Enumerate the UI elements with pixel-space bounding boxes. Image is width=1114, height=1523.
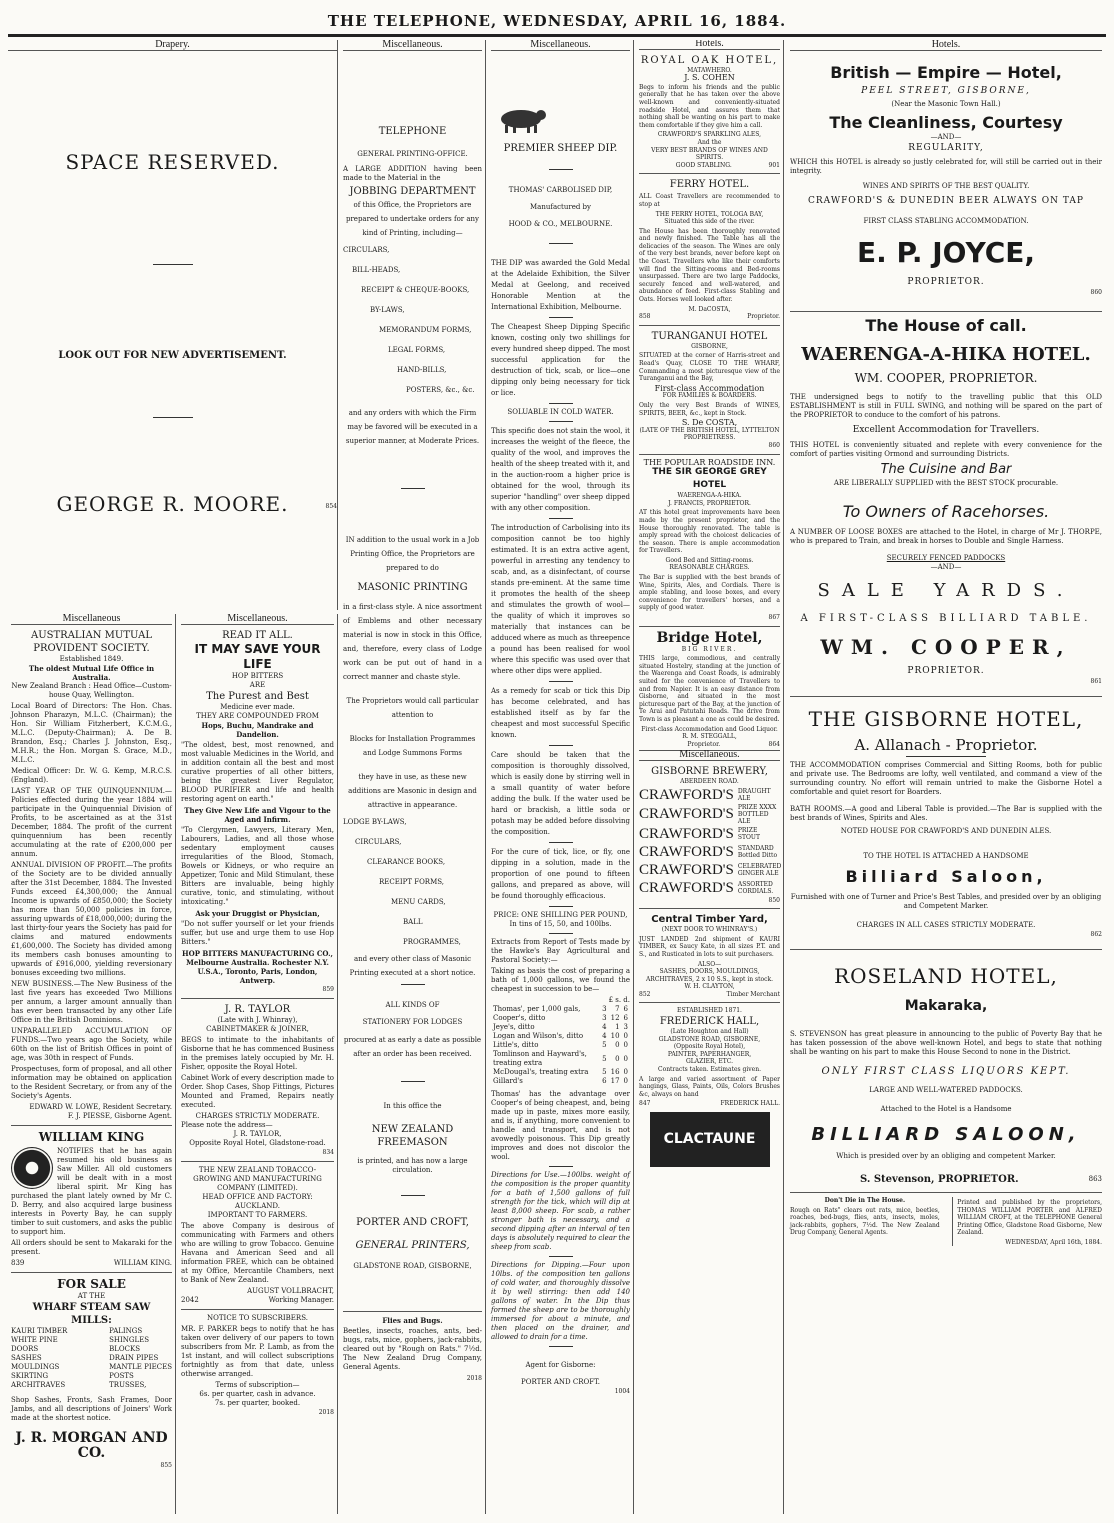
table-cell: 4 (602, 1023, 607, 1031)
crawford-row (639, 786, 780, 804)
crawford-product (738, 788, 771, 802)
table-cell: 0 (623, 1077, 628, 1085)
product-line: Bottled Ditto (737, 851, 778, 859)
masthead-title: THE TELEPHONE, WEDNESDAY, APRIL 16, 1884. (327, 12, 787, 30)
product-line: BOTTLED ALE (737, 810, 769, 825)
lodge-item: MENU CARDS, (391, 898, 446, 906)
table-row (491, 1077, 630, 1086)
printing-item: POSTERS, &c., &c. (406, 386, 475, 394)
masthead-rule (8, 34, 1106, 37)
table-cell: 5 (602, 1041, 607, 1049)
lodge-item: CLEARANCE BOOKS, (367, 858, 446, 866)
product-line: ALE (737, 794, 751, 802)
timber-item: TRUSSES, (109, 1381, 147, 1389)
product-line: GINGER ALE (737, 869, 779, 877)
printing-item: CIRCULARS, (343, 246, 390, 254)
table-row (491, 1050, 630, 1068)
product-line: DRAUGHT (737, 787, 771, 795)
table-row (491, 1005, 630, 1014)
dip-cost-table (491, 1005, 630, 1086)
table-cell: 1 (615, 1023, 620, 1031)
table-cell: 6 (623, 1014, 628, 1022)
ram-icon (491, 105, 551, 133)
table-row (491, 1032, 630, 1041)
printing-item: LEGAL FORMS, (388, 346, 446, 354)
crawford-word: CRAWFORD'S (639, 843, 734, 860)
table-cell: Gillard's (493, 1077, 523, 1085)
crawford-product (738, 804, 780, 825)
crawford-product (738, 845, 777, 859)
crawford-row (639, 804, 780, 825)
table-cell: 0 (615, 1054, 620, 1063)
crawford-word: CRAWFORD'S (639, 806, 734, 823)
table-cell: McDougal's, treating extra (493, 1068, 589, 1076)
look-out-notice: LOOK OUT FOR NEW ADVERTISEMENT. (58, 350, 287, 361)
table-cell: 4 (602, 1032, 607, 1040)
product-line: PRIZE STOUT (737, 826, 760, 841)
timber-list (11, 1327, 172, 1390)
printing-item: BILL-HEADS, (352, 266, 401, 274)
table-cell: Jeye's, ditto (493, 1023, 535, 1031)
lodge-item: RECEIPT FORMS, (379, 878, 445, 886)
george-moore: GEORGE R. MOORE. (56, 492, 289, 516)
table-cell: 17 (610, 1077, 620, 1085)
table-row (491, 1041, 630, 1050)
table-cell: 6 (623, 1005, 628, 1013)
table-cell: Thomas', per 1,000 gals, (493, 1005, 581, 1013)
sheep-dip-column: Miscellaneous. PREMIER SHEEP DIP. THOMAS' CARBOLISED DIP, Manufactured by HOOD & CO., MELBOURNE. THE DIP was awarded the Gold Medal at the Adelaide Exhibition, the Silver Medal at Geelong, and received Honorable Mention at the International Exhibition, Melbourne. The Cheapest Sheep Dipping Specific known, costing only two shillings for every hundred sheep dipped. The most successful application for the destruction of tick, scab, or lice—one dipping only being necessary for tick or lice. SOLUABLE IN COLD WATER. This specific does not stain the wool, it increases the weight of the fleece, the quality of the wool, and improves the health of the sheep treated with it, and in the auction-room a higher price is obtained for the wool, through its superior "handling" over sheep dipped with any other composition. The introduction of Carbolising into its composition cannot be too highly estimated. It is an extra active agent, powerful in arresting any tendency to scab, and, as a disinfectant, of course stands pre-eminent. At the same time it promotes the health of the sheep and stimulates the growth of wool—the quality of which it improves so materially that instances can be adduced where as much as threepence a pound has been realised for wool where this specific was used over that where other dips were applied. As a remedy for scab or tick this Dip has become celebrated, and has established itself as by far the cheapest and most successful Specific known. Care should be taken that the composition is thoroughly dissolved, which is easily done by stirring well in a small quantity of water before adding the bulk. If the water used be hard or brackish, a little soda or potash may be added before dissolving the composition. For the cure of tick, lice, or fly, one dipping in a solution, made in the proportion of one pound to fifteen gallons, and prepared as above, will be found thoroughly efficacious. PRICE: ONE SHILLING PER POUND, In tins of 15, 50, and 100lbs. Extracts from Report of Tests made by the Hawke's Bay Agricultural and Pastoral Society:— Taking as basis the cost of preparing a bath of 1,000 gallons, we found the cheapest in succession to be— £ s. d. Thomas', per 1,000 gals, 3 7 6 Cooper's, ditto 3 12 6 Jeye's, ditto 4 1 3 Logan and Wilson's, ditto 4 10 0 Little's, ditto 5 0 0 Tomlinson and Hayward's, treating extra 5 0 0 McDougal's, treating extra 5 16 0 Gillard's 6 17 0 Thomas' has the advantage over Cooper's of being cheapest, and, being made up in paste, mixes more easily, and is, if anything, more convenient to handle and transport, and is not avowedly poisonous. This Dip greatly improves and does not discolor the wool. Directions for Use.—100lbs. weight of the composition is the proper quantity for a bath of 1,500 gallons of full strength for the tick, which will dip at least 8,000 sheep. For scab, a rather stronger bath is necessary, and a second dipping after an interval of ten days is absolutely required to clear the sheep from scab. Directions for Dipping.—Four upon 10lbs. of the composition ten gallons of cold water, and thoroughly dissolve it by well stirring: then add 140 gallons of water. In the Dip thus formed the sheep are to be thoroughly immersed for about a minute, and then placed on the drainer, and allowed to drain for a time. Agent for Gisborne: PORTER AND CROFT. 1004 (488, 40, 634, 1514)
clactaune-badge: CLACTAUNE (650, 1112, 770, 1167)
timber-item: PALINGS (109, 1327, 143, 1335)
drapery-header: Drapery. (8, 40, 337, 51)
printing-item: BY-LAWS, (370, 306, 405, 314)
crawford-word: CRAWFORD'S (639, 879, 734, 896)
printing-item: MEMORANDUM FORMS, (379, 326, 472, 334)
product-line: PRIZE XXXX (737, 803, 777, 811)
crawford-list (639, 786, 780, 897)
crawford-row (639, 861, 780, 879)
table-cell: 16 (610, 1068, 620, 1076)
timber-item: SKIRTING (11, 1372, 49, 1380)
roseland-hotel-title: ROSELAND HOTEL, (834, 964, 1058, 988)
drapery-column: Drapery. SPACE RESERVED. LOOK OUT FOR NEW ADVERTISEMENT. GEORGE R. MOORE. 854 (8, 40, 338, 610)
printing-column: Miscellaneous. TELEPHONE GENERAL PRINTING-OFFICE. A LARGE ADDITION having been made to the Material in the JOBBING DEPARTMENT of this Office, the Proprietors are prepared to undertake orders for any kind of Printing, including— CIRCULARS, BILL-HEADS, RECEIPT & CHEQUE-BOOKS, BY-LAWS, MEMORANDUM FORMS, LEGAL FORMS, HAND-BILLS, POSTERS, &c., &c. and any orders with which the Firm may be favored will be executed in a superior manner, at Moderate Prices. IN addition to the usual work in a Job Printing Office, the Proprietors are prepared to do MASONIC PRINTING in a first-class style. A nice assortment of Emblems and other necessary material is now in stock in this Office, and, therefore, every class of Lodge work can be put out of hand in a correct manner and chaste style. The Proprietors would call particular attention to Blocks for Installation Programmes and Lodge Summons Forms they have in use, as these new additions are Masonic in design and attractive in appearance. LODGE BY-LAWS, CIRCULARS, CLEARANCE BOOKS, RECEIPT FORMS, MENU CARDS, BALL PROGRAMMES, and every other class of Masonic Printing executed at a short notice. ALL KINDS OF STATIONERY FOR LODGES procured at as early a date as possible after an order has been received. In this office the NEW ZEALAND FREEMASON is printed, and has now a large circulation. PORTER AND CROFT, GENERAL PRINTERS, GLADSTONE ROAD, GISBORNE, Flies and Bugs. Beetles, insects, roaches, ants, bed-bugs, rats, mice, gophers, jack-rabbits, cleared out by "Rough on Rats." 7½d. The New Zealand Drug Company, General Agents. 2018 (340, 40, 486, 1514)
timber-item: MOULDINGS (11, 1363, 60, 1371)
crawford-row (639, 825, 780, 843)
lodge-item: BALL PROGRAMMES, (403, 918, 461, 946)
crawford-product (738, 827, 780, 841)
lodge-item: LODGE BY-LAWS, (343, 818, 407, 826)
misc-header-1: Miscellaneous (11, 614, 172, 625)
table-cell: 6 (602, 1077, 607, 1085)
saw-blade-icon (11, 1147, 53, 1189)
crawford-word: CRAWFORD'S (639, 825, 734, 842)
save-your-life: IT MAY SAVE YOUR LIFE (194, 642, 321, 671)
table-cell: Cooper's, ditto (493, 1014, 546, 1022)
lodge-items (343, 812, 482, 952)
table-cell: Tomlinson and Hayward's, treating extra (493, 1050, 587, 1067)
timber-item: WHITE PINE (11, 1336, 58, 1344)
crawford-row (639, 879, 780, 897)
table-cell: 7 (615, 1005, 620, 1013)
timber-item: KAURI TIMBER (11, 1327, 68, 1335)
space-reserved: SPACE RESERVED. (65, 150, 280, 174)
timber-item: MANTLE PIECES (109, 1363, 172, 1371)
product-line: STANDARD (737, 844, 774, 852)
hotels-column-1: Hotels. ROYAL OAK HOTEL, MATAWHERO. J. S. COHEN Begs to inform his friends and the public generally that he has taken over the above well-known and conveniently-situated roadside Hotel, and assures them that nothing shall be wanting on his part to make them comfortable if they give him a call. CRAWFORD'S SPARKLING ALES, And the VERY BEST BRANDS OF WINES AND SPIRITS. GOOD STABLING. 901 FERRY HOTEL. ALL Coast Travellers are recommended to stop at THE FERRY HOTEL, TOLOGA BAY, Situated this side of the river. The House has been thoroughly renovated and newly finished. The Table has all the delicacies of the season. The Wines are only of the very best brands, never before kept on the Coast. Travellers who like their comforts will find the Sitting-rooms and Bed-rooms unsurpassed. There are two large Paddocks, securely fenced and well-watered, and abundance of feed. First-class Stabling and Oats. Horses well looked after. M. DaCOSTA, 858 Proprietor. TURANGANUI HOTEL GISBORNE, SITUATED at the corner of Harris-street and Read's Quay, CLOSE TO THE WHARF, Commanding a most picturesque view of the Turanganui and the Bay, First-class Accommodation FOR FAMILIES & BOARDERS. Only the very Best Brands of WINES, SPIRITS, BEER, &c., kept in Stock. S. De COSTA, (LATE OF THE BRITISH HOTEL, LYTTELTON PROPRIETRESS. 860 THE POPULAR ROADSIDE INN. THE SIR GEORGE GREY HOTEL WAERENGA-A-HIKA. J. FRANCIS, PROPRIETOR. AT this hotel great improvements have been made by the present proprietor, and the House thoroughly renovated. The table is amply spread with the choicest delicacies of the season. There is ample accommodation for Travellers. Good Bed and Sitting-rooms. REASONABLE CHARGES. The Bar is supplied with the best brands of Wine, Spirits, Ales, and Cordials. There is ample stabling, and loose boxes, and every convenience for travellers' horses, and a supply of good water. 867 Bridge Hotel, BIG RIVER. THIS large, commodious, and centrally situated Hostelry, standing at the junction of the Waerenga and Coast Roads, is admirably suited for the convenience of Travellers to and from Napier. It is an easy distance from Gisborne, and situated in the most picturesque part of the Bay, at the junction of Te Arai and Patutahi Roads. The drive from Town is as pleasant a one as could be desired. First-class Accommodation and Good Liquor. R. M. STEGGALL, Proprietor. 864 Miscellaneous. GISBORNE BREWERY, ABERDEEN ROAD. CRAWFORD'S DRAUGHT ALE CRAWFORD'S PRIZE XXXX BOTTLED ALE CRAWFORD'S PRIZE STOUT CRAWFORD'S STANDARD Bottled Ditto CRAWFORD'S CELEBRATED GINGER ALE CRAWFORD'S ASSORTED CORDIALS. 850 Central Timber Yard, (NEXT DOOR TO WHINRAY'S.) JUST LANDED 2nd shipment of KAURI TIMBER, ex Saucy Kate, in all sizes P.T. and S., and Rusticated in lots to suit purchasers. ALSO— SASHES, DOORS, MOULDINGS, ARCHITRAVES, 2 x 10 S.S., kept in stock. W. H. CLAYTON, 852 Timber Merchant ESTABLISHED 1871. FREDERICK HALL, (Late Houghton and Hall) GLADSTONE ROAD, GISBORNE, (Opposite Royal Hotel), PAINTER, PAPERHANGER, GLAZIER, ETC. Contracts taken. Estimates given. A large and varied assortment of Paper hangings, Glass, Paints, Oils, Colors Brushes &c, always on hand 847 FREDERICK HALL. CLACTAUNE (636, 40, 784, 1514)
product-line: ASSORTED (737, 880, 773, 888)
amp-column: Miscellaneous AUSTRALIAN MUTUAL PROVIDENT SOCIETY. Established 1849. The oldest Mutual Life Office in Australia. New Zealand Branch : Head Office—Custom-house Quay, Wellington. Local Board of Directors: The Hon. Chas. Johnson Pharazyn, M.L.C. (Chairman); the Hon. Sir William Fitzherbert, K.C.M.G., M.L.C. (Deputy-Chairman); A. De B. Brandon, Esq.; Charles J. Johnston, Esq., M.H.R.; the Hon. Morgan S. Grace, M.D., M.L.C. Medical Officer: Dr. W. G. Kemp, M.R.C.S. (England). LAST YEAR OF THE QUINQUENNIUM.—Policies effected during the year 1884 will participate in the Quinquennial Division of Profits, to be ascertained as at the 31st December, 1884. The profit of the current quinquennium has been recently accumulating at the rate of £200,000 per annum. ANNUAL DIVISION OF PROFIT.—The profits of the Society are to be divided annually after the 31st December, 1884. The Invested Funds exceed £4,300,000; the Annual Income is upwards of £850,000; the Society has more than 50,000 policies in force, assuring upwards of £18,000,000; during the last thirty-four years the Society has paid for claims and matured endowments £1,600,000. The Society has divided among its members cash bonuses amounting to upwards of £916,000, yielding reversionary bonuses exceeding two millions. NEW BUSINESS.—The New Business of the last five years has exceeded Two Millions per annum, a larger amount annually than has ever been transacted by any other Life Office in the British Dominions. UNPARALLELED ACCUMULATION OF FUNDS.—Two years ago the Society, while 60th on the list of British Offices in point of age, was 30th in respect of Funds. Prospectuses, form of proposal, and all other information may be obtained on application to the Resident Secretary, or from any of the Society's Agents. EDWARD W. LOWE, Resident Secretary. F. J. PIESSE, Gisborne Agent. WILLIAM KING NOTIFIES that he has again resumed his old business as Saw Miller. All old customers will be dealt with in a most liberal spirit. Mr King has purchased the plant lately owned by Mr C. D. Berry, and also acquired large business interests in Poverty Bay, he can supply timber to suit customers, and asks the public to support him. All orders should be sent to Makaraki for the present. 839 WILLIAM KING. FOR SALE AT THE WHARF STEAM SAW MILLS: KAURI TIMBER WHITE PINE DOORS SASHES MOULDINGS SKIRTING ARCHITRAVES PALINGS SHINGLES BLOCKS DRAIN PIPES MANTLE PIECES POSTS TRUSSES, Shop Sashes, Fronts, Sash Frames, Door Jambs, and all descriptions of Joiners' Work made at the shortest notice. J. R. MORGAN AND CO. 855 (8, 614, 176, 1514)
printing-item: RECEIPT & CHEQUE-BOOKS, (361, 286, 470, 294)
table-row (491, 1023, 630, 1032)
timber-item: SHINGLES (109, 1336, 150, 1344)
table-cell: 3 (623, 1023, 628, 1031)
table-cell: 3 (602, 1014, 607, 1022)
hop-bitters-column: Miscellaneous. READ IT ALL. IT MAY SAVE YOUR LIFE HOP BITTERS ARE The Purest and Best Medicine ever made. THEY ARE COMPOUNDED FROM Hops, Buchu, Mandrake and Dandelion. "The oldest, best, most renowned, and most valuable Medicines in the World, and in addition contain all the best and most curative properties of all other bitters, being the greatest Liver Regulator, BLOOD PURIFIER and life and health restoring agent on earth." They Give New Life and Vigour to the Aged and Infirm. "To Clergymen, Lawyers, Literary Men, Labourers, Ladies, and all those whose sedentary employment causes irregularities of the Blood, Stomach, Bowels or Kidneys, or who require an Appetizer, Tonic and Mild Stimulant, these Bitters are invaluable, being highly curative, tonic, and stimulating, without intoxicating." Ask your Druggist or Physician, "Do not suffer yourself or let your friends suffer, but use and urge them to use Hop Bitters." HOP BITTERS MANUFACTURING CO., Melbourne Australia. Rochester N.Y. U.S.A., Toronto, Paris, London, Antwerp. 859 J. R. TAYLOR (Late with J. Whinray), CABINETMAKER & JOINER, BEGS to intimate to the inhabitants of Gisborne that he has commenced Business in the premises lately occupied by Mr. H. Fisher, opposite the Royal Hotel. Cabinet Work of every description made to Order. Shop Cases, Shop Fittings, Pictures Mounted and Framed, Repairs neatly executed. CHARGES STRICTLY MODERATE. Please note the address— J. R. TAYLOR, Opposite Royal Hotel, Gladstone-road. 834 THE NEW ZEALAND TOBACCO-GROWING AND MANUFACTURING COMPANY (LIMITED). HEAD OFFICE AND FACTORY: AUCKLAND. IMPORTANT TO FARMERS. The above Company is desirous of communicating with Farmers and others who are willing to grow Tobacco. Genuine Havana and American Seed and all information FREE, which can be obtained at my Office, Mercantile Chambers, next to Bank of New Zealand. AUGUST VOLLBRACHT, 2042 Working Manager. NOTICE TO SUBSCRIBERS. MR. F. PARKER begs to notify that he has taken over delivery of our papers to town subscribers from Mr. P. Lamb, as from the 1st instant, and will collect subscriptions fortnightly as from that date, unless otherwise arranged. Terms of subscription— 6s. per quarter, cash in advance. 7s. per quarter, booked. 2018 (178, 614, 338, 1514)
table-row (491, 1014, 630, 1023)
amp-title: AUSTRALIAN MUTUAL PROVIDENT SOCIETY. (31, 630, 152, 654)
waerenga-title: WAERENGA-A-HIKA HOTEL. (801, 344, 1091, 365)
printing-items (343, 240, 482, 400)
crawford-word: CRAWFORD'S (639, 861, 734, 878)
table-cell: 0 (623, 1054, 628, 1063)
table-cell: 0 (623, 1041, 628, 1049)
table-cell: 12 (610, 1014, 620, 1022)
gisborne-hotel-title: THE GISBORNE HOTEL, (808, 707, 1084, 731)
william-king-title: WILLIAM KING (38, 1130, 145, 1144)
table-cell: 5 (602, 1054, 607, 1063)
product-line: CELEBRATED (737, 862, 782, 870)
british-empire-title: British — Empire — Hotel, (830, 63, 1062, 82)
table-cell: 10 (610, 1032, 620, 1040)
table-cell: Logan and Wilson's, ditto (493, 1032, 584, 1040)
crawford-product (738, 881, 773, 895)
for-sale-title: FOR SALE (57, 1277, 126, 1291)
morgan-title: J. R. MORGAN AND CO. (15, 1430, 168, 1461)
timber-item: ARCHITRAVES (11, 1381, 66, 1389)
printing-item: HAND-BILLS, (397, 366, 447, 374)
lodge-item: CIRCULARS, (355, 838, 402, 846)
product-line: CORDIALS. (737, 887, 774, 895)
table-cell: 5 (602, 1068, 607, 1076)
timber-item: BLOCKS (109, 1345, 141, 1353)
timber-item: POSTS (109, 1372, 134, 1380)
timber-item: SASHES (11, 1354, 42, 1362)
table-cell: 0 (615, 1041, 620, 1049)
table-cell: 3 (602, 1005, 607, 1013)
timber-item: DRAIN PIPES (109, 1354, 159, 1362)
table-cell: 0 (623, 1032, 628, 1040)
timber-item: DOORS (11, 1345, 39, 1353)
hotels-column-2: Hotels. British — Empire — Hotel, PEEL STREET, GISBORNE, (Near the Masonic Town Hall.) The Cleanliness, Courtesy —AND— REGULARITY, WHICH this HOTEL is already so justly celebrated for, will still be carried out in their integrity. WINES AND SPIRITS OF THE BEST QUALITY. CRAWFORD'S & DUNEDIN BEER ALWAYS ON TAP FIRST CLASS STABLING ACCOMMODATION. E. P. JOYCE, PROPRIETOR. 860 The House of call. WAERENGA-A-HIKA HOTEL. WM. COOPER, PROPRIETOR. THE undersigned begs to notify to the travelling public that this OLD ESTABLISHMENT is still in FULL SWING, and nothing will be spared on the part of the PROPRIETOR to conduce to the comfort of his patrons. Excellent Accommodation for Travellers. THIS HOTEL is conveniently situated and replete with every convenience for the comfort of parties visiting Ormond and surrounding Districts. The Cuisine and Bar ARE LIBERALLY SUPPLIED with the BEST STOCK procurable. To Owners of Racehorses. A NUMBER OF LOOSE BOXES are attached to the Hotel, in charge of Mr J. THORPE, who is prepared to Train, and break in horses to Double and Single Harness. SECURELY FENCED PADDOCKS —AND— SALE YARDS. A FIRST-CLASS BILLIARD TABLE. WM. COOPER, PROPRIETOR. 861 THE GISBORNE HOTEL, A. Allanach - Proprietor. THE ACCOMMODATION comprises Commercial and Sitting Rooms, both for public and private use. The Bedrooms are lofty, well ventilated, and command a view of the surrounding country. No effort will remain untried to make the Gisborne Hotel a comfortable and quiet resort for Boarders. BATH ROOMS.—A good and Liberal Table is provided.—The Bar is supplied with the best brands of Wines, Spirits and Ales. NOTED HOUSE FOR CRAWFORD'S AND DUNEDIN ALES. TO THE HOTEL IS ATTACHED A HANDSOME Billiard Saloon, Furnished with one of Turner and Price's Best Tables, and presided over by an obliging and Competent Marker. CHARGES IN ALL CASES STRICTLY MODERATE. 862 ROSELAND HOTEL, Makaraka, S. STEVENSON has great pleasure in announcing to the public of Poverty Bay that he has taken possession of the above well-known Hotel, and begs to state that nothing shall be wanting on his part to make this House Second to none in the District. ONLY FIRST CLASS LIQUORS KEPT. LARGE AND WELL-WATERED PADDOCKS. Attached to the Hotel is a Handsome BILLIARD SALOON, Which is presided over by an obliging and competent Marker. S. Stevenson, PROPRIETOR. 863 Don't Die in The House. Rough on Rats" clears out rats, mice, beetles, roaches, bed-bugs, flies, ants, insects, moles, jack-rabbits, gophers, 7½d. The New Zealand Drug Company, General Agents. Printed and published by the proprietors, THOMAS WILLIAM PORTER and ALFRED WILLIAM CROFT, at the TELEPHONE General Printing Office, Gladstone Road Gisborne, New Zealand. WEDNESDAY, April 16th, 1884. (790, 40, 1102, 1246)
table-row (491, 1068, 630, 1077)
crawford-product (738, 863, 781, 877)
table-cell: 0 (623, 1068, 628, 1076)
crawford-word: CRAWFORD'S (639, 786, 734, 803)
crawford-row (639, 843, 780, 861)
table-cell: Little's, ditto (493, 1041, 539, 1049)
masthead (0, 0, 1114, 32)
ep-joyce-title: E. P. JOYCE, (856, 236, 1036, 269)
